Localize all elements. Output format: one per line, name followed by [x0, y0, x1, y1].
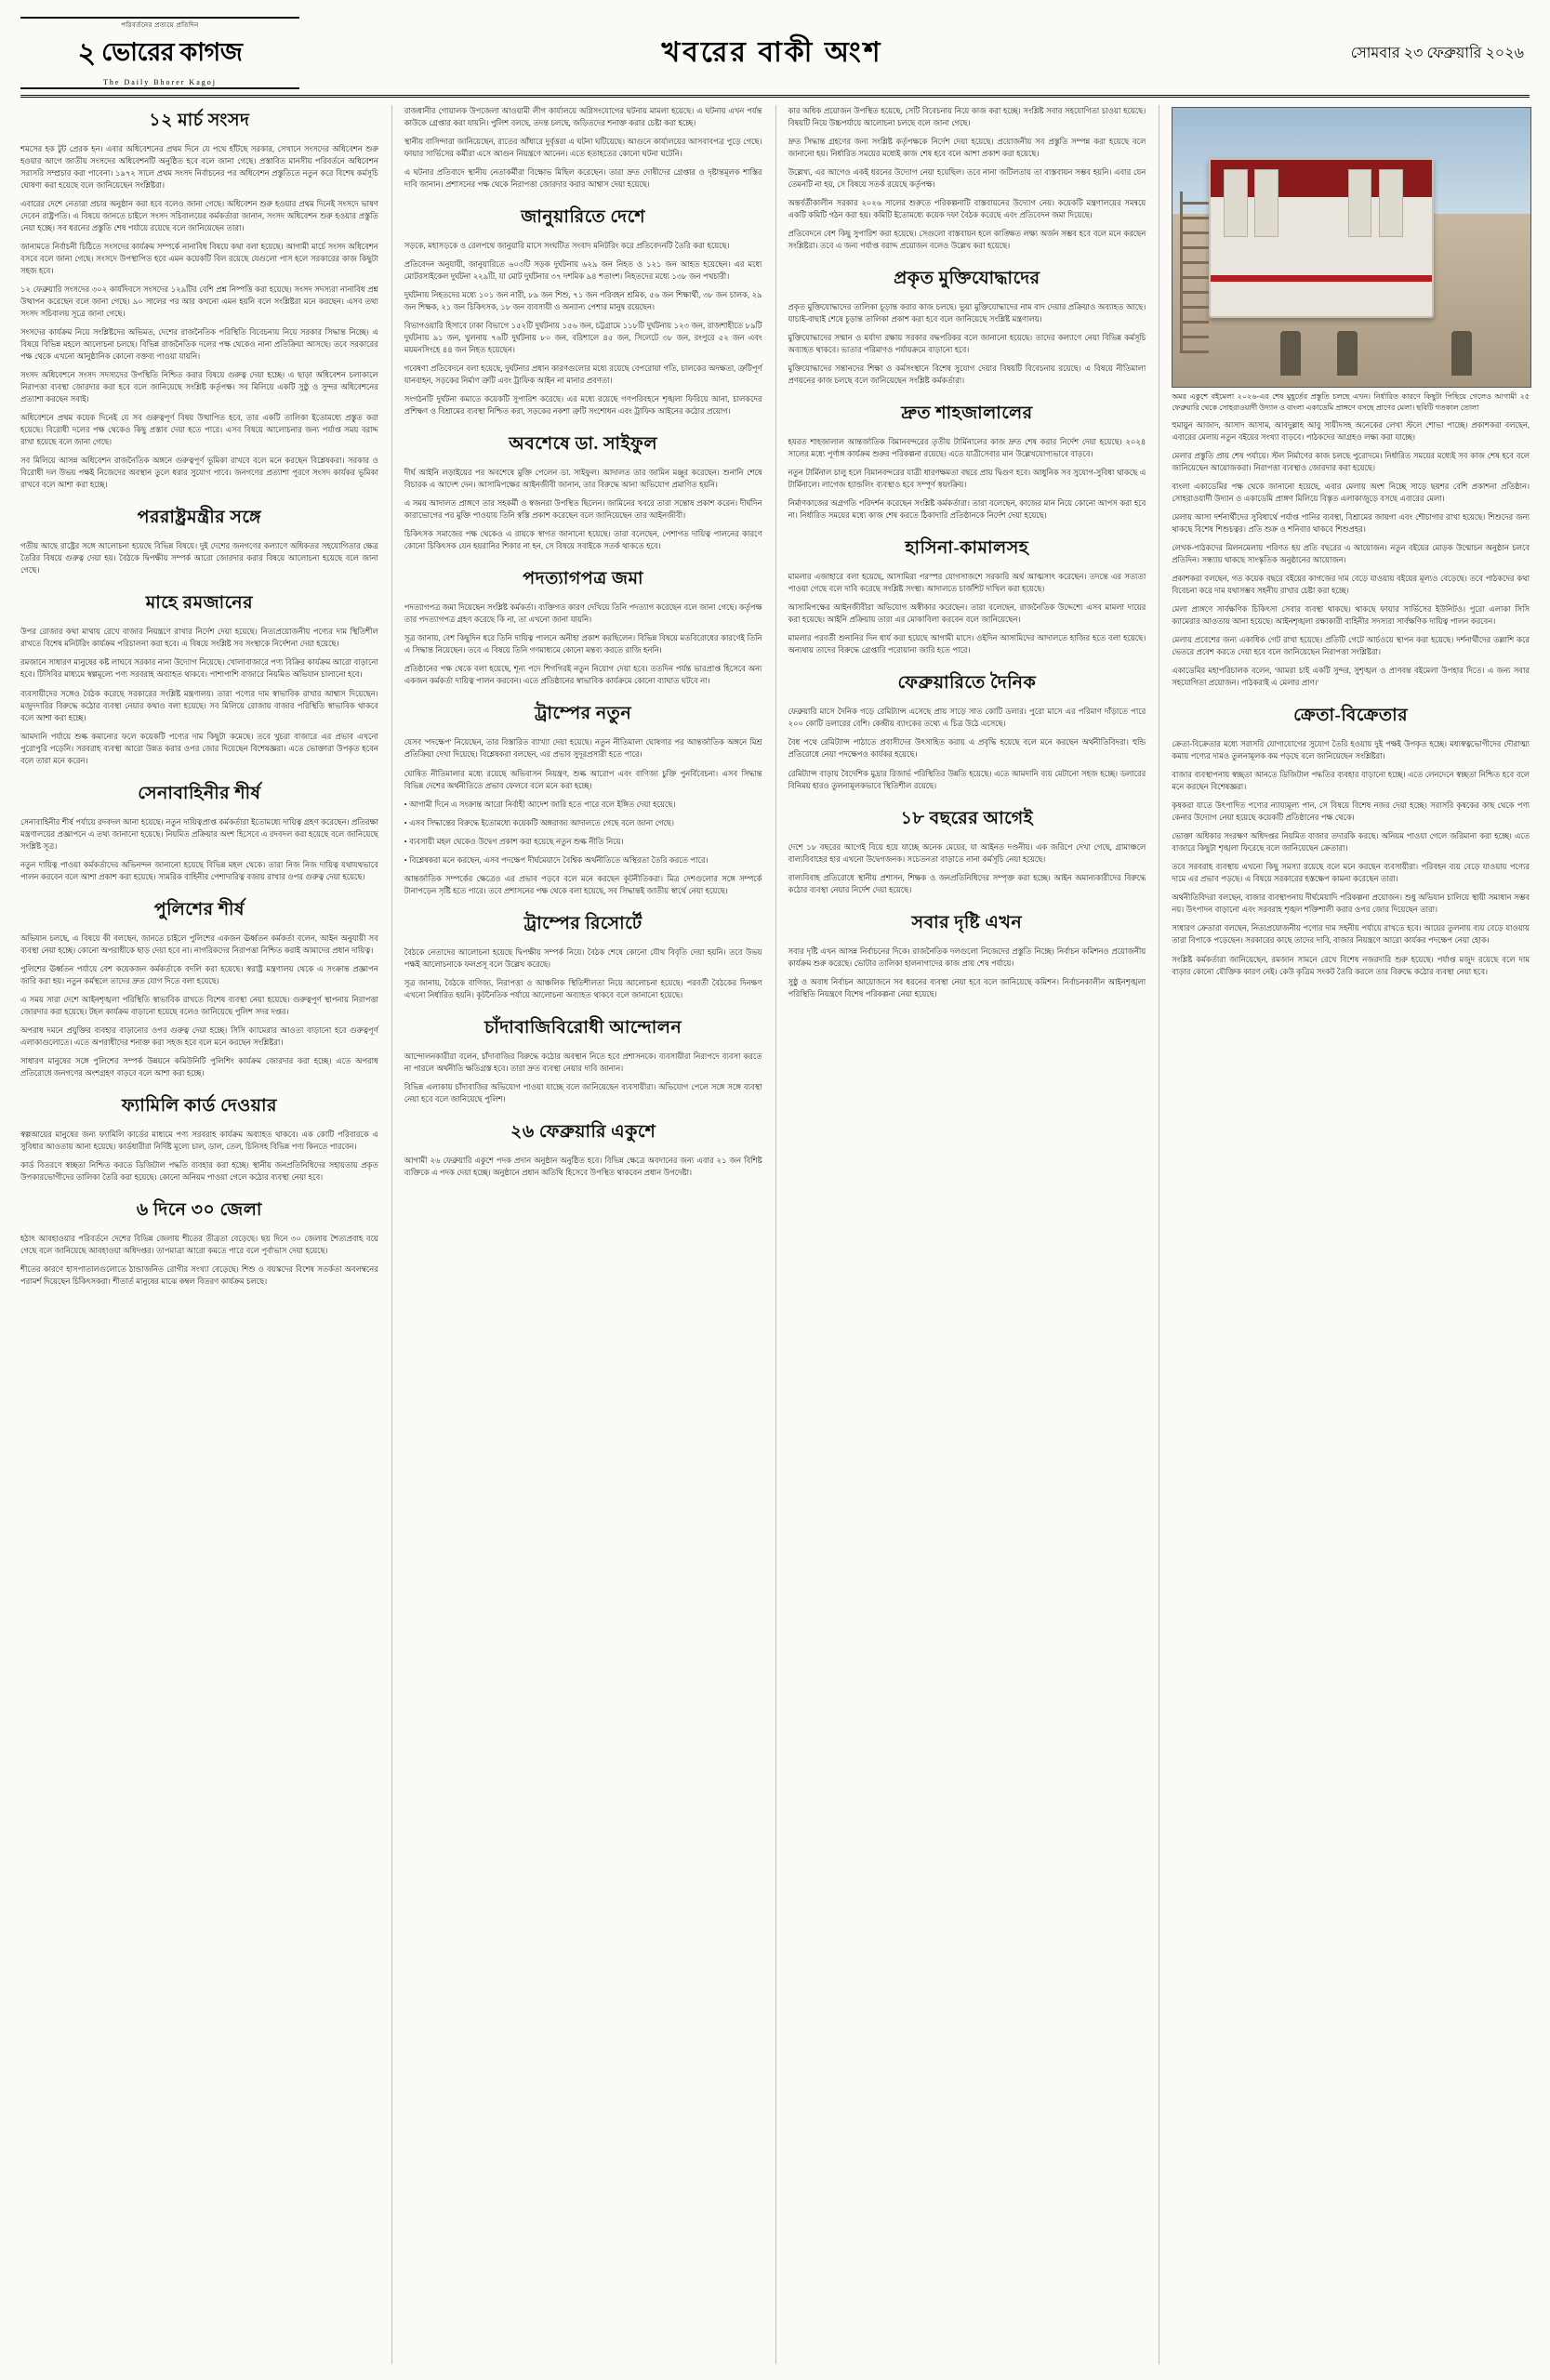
- article-headline[interactable]: ট্রাম্পের নতুন: [534, 704, 632, 724]
- column-4: [1159, 105, 1530, 2364]
- section-title: খবরের বাকী অংশ: [661, 36, 883, 68]
- article-paragraph: উল্লেখ্য, এর আগেও একই ধরনের উদ্যোগ নেয়া হয়েছিল। তবে নানা জটিলতায় তা বাস্তবায়ন সম্ভব হয়নি। এবার যেন তেমনটি না হয়, সে বিষয়ে সতর্ক রয়েছে কর্তৃপক্ষ।: [788, 168, 1146, 190]
- article-paragraph: এ ঘটনার প্রতিবাদে স্থানীয় নেতাকর্মীরা বিক্ষোভ মিছিল করেছেন। তারা দ্রুত দোষীদের গ্রেপ্তার ও দৃষ্টান্তমূলক শাস্তির দাবি জানান। প্রশাসনের পক্ষ থেকে নিরাপত্তা জোরদার করার আশ্বাস দেয়া হয়েছে।: [404, 168, 762, 190]
- article-paragraph: সংসদের কার্যক্রম নিয়ে সংশ্লিষ্টদের অভিমত, দেশের রাজনৈতিক পরিস্থিতি বিবেচনায় নিয়ে সরকার সিদ্ধান্ত নিচ্ছে। এ বিষয়ে বিভিন্ন মহলে আলোচনা চলছে। বিভিন্ন রাজনৈতিক দলের পক্ষ থেকেও নানা প্রতিক্রিয়া আসছে। তবে সরকারের পক্ষ থেকে এখনো আনুষ্ঠানিক কোনো বক্তব্য পাওয়া যায়নি।: [20, 328, 378, 362]
- section-title-wrap: [299, 30, 1245, 77]
- article-paragraph: কার্ড বিতরণে স্বচ্ছতা নিশ্চিত করতে ডিজিটাল পদ্ধতি ব্যবহার করা হচ্ছে। স্থানীয় জনপ্রতিনিধিদের সহায়তায় প্রকৃত উপকারভোগীদের তালিকা তৈরি করা হয়েছে। কোনো অনিয়ম পাওয়া গেলে কঠোর ব্যবস্থা নেয়া হবে।: [20, 1160, 378, 1182]
- article-paragraph: আগামী ২৬ ফেব্রুয়ারি একুশে পদক প্রদান অনুষ্ঠান অনুষ্ঠিত হবে। বিভিন্ন ক্ষেত্রে অবদানের জন্য এবার ২১ জন বিশিষ্ট ব্যক্তিকে এ পদক দেয়া হচ্ছে। অনুষ্ঠানে প্রধান অতিথি হিসেবে উপস্থিত থাকবেন প্রধান উপদেষ্টা।: [404, 1156, 762, 1177]
- article-paragraph: ঘোষিত নীতিমালার মধ্যে রয়েছে অভিবাসন নিয়ন্ত্রণ, শুল্ক আরোপ এবং বাণিজ্য চুক্তি পুনর্বিবেচনা। এসব সিদ্ধান্ত বিভিন্ন দেশের অর্থনীতিতে প্রভাব ফেলবে বলে মনে করা হচ্ছে।: [404, 769, 762, 790]
- article-paragraph: প্রকৃত মুক্তিযোদ্ধাদের তালিকা চূড়ান্ত করার কাজ চলছে। ভুয়া মুক্তিযোদ্ধাদের নাম বাদ দেয়ার প্রক্রিয়াও অব্যাহত আছে। যাচাই-বাছাই শেষে চূড়ান্ত তালিকা প্রকাশ করা হবে বলে জানিয়েছে সংশ্লিষ্ট মন্ত্রণালয়।: [788, 303, 1146, 324]
- article-paragraph: নতুন টার্মিনাল চালু হলে বিমানবন্দরের যাত্রী ধারণক্ষমতা বছরে প্রায় দ্বিগুণ হবে। আধুনিক সব সুযোগ-সুবিধা থাকছে এ টার্মিনালে। লাগেজ হ্যান্ডলিং ব্যবস্থাও হবে সম্পূর্ণ স্বয়ংক্রিয়।: [788, 469, 1146, 490]
- article-paragraph: আসামিপক্ষের আইনজীবীরা অভিযোগ অস্বীকার করেছেন। তারা বলেছেন, রাজনৈতিক উদ্দেশ্যে এসব মামলা দায়ের করা হয়েছে। আইনি প্রক্রিয়ায় তারা এর মোকাবিলা করবেন বলে জানিয়েছেন।: [788, 603, 1146, 625]
- article-paragraph: মুক্তিযোদ্ধাদের সন্তানদের শিক্ষা ও কর্মসংস্থানে বিশেষ সুযোগ দেয়ার বিষয়টি বিবেচনায় রয়েছে। এ বিষয়ে নীতিমালা প্রণয়নের কাজ চলছে বলে জানিয়েছেন সংশ্লিষ্ট কর্মকর্তারা।: [788, 364, 1146, 386]
- article-paragraph: আমদানি পর্যায়ে শুল্ক কমানোর ফলে কয়েকটি পণ্যের দাম কিছুটা কমেছে। তবে খুচরা বাজারে এর প্রভাব এখনো পুরোপুরি পড়েনি। সরবরাহ ব্যবস্থা আরো উন্নত করার ওপর জোর দিয়েছেন বিশেষজ্ঞরা। এতে ভোক্তারা উপকৃত হবেন বলে তারা মনে করেন।: [20, 732, 378, 765]
- photo-worker-1: [1280, 331, 1301, 376]
- article-headline[interactable]: চাঁদাবাজিবিরোধী আন্দোলন: [484, 1017, 682, 1038]
- masthead: [20, 17, 1530, 98]
- article-paragraph: গতীয় আছে রাষ্ট্রের সঙ্গে আলোচনা হয়েছে বিভিন্ন বিষয়ে। দুই দেশের জনগণের কল্যাণে অধিকতর সহযোগিতার ক্ষেত্র তৈরির বিষয়ে গুরুত্ব দেয়া হয়। বৈঠকে দ্বিপক্ষীয় সম্পর্ক আরো জোরদার করার বিষয়ে আলোচনা হয়েছে বলে জানা গেছে।: [20, 542, 378, 575]
- article-paragraph: ব্যবসায়ীদের সঙ্গেও বৈঠক করেছে সরকারের সংশ্লিষ্ট মন্ত্রণালয়। তারা পণ্যের দাম স্বাভাবিক রাখার আশ্বাস দিয়েছেন। মজুদদারির বিরুদ্ধে কঠোর ব্যবস্থা নেয়ার কথাও বলা হয়েছে। সব মিলিয়ে রোজায় বাজার পরিস্থিতি স্বাভাবিক থাকবে বলে আশা করা হচ্ছে।: [20, 689, 378, 722]
- article-paragraph: সংশ্লিষ্ট কর্মকর্তারা জানিয়েছেন, রমজান সামনে রেখে বিশেষ নজরদারি শুরু হয়েছে। পর্যাপ্ত মজুদ রয়েছে বলে দাম বাড়ার কোনো যৌক্তিক কারণ নেই। কেউ কৃত্রিম সংকট তৈরি করলে তার বিরুদ্ধে কঠোর ব্যবস্থা নেয়া হবে।: [1172, 955, 1530, 976]
- article-paragraph: দীর্ঘ আইনি লড়াইয়ের পর অবশেষে মুক্তি পেলেন ডা. সাইফুল। আদালত তার জামিন মঞ্জুর করেছেন। শুনানি শেষে বিচারক এ আদেশ দেন। আসামিপক্ষের আইনজীবী জানান, তার বিরুদ্ধে আনা অভিযোগ প্রমাণিত হয়নি।: [404, 469, 762, 490]
- article-columns: [20, 105, 1530, 2364]
- book-fair-stall-photo: [1172, 107, 1531, 388]
- article-paragraph: সংগঠনটি দুর্ঘটনা কমাতে কয়েকটি সুপারিশ করেছে। এর মধ্যে রয়েছে গণপরিবহনে শৃঙ্খলা ফিরিয়ে আনা, চালকদের প্রশিক্ষণ ও বিশ্রামের ব্যবস্থা নিশ্চিত করা, সড়কের নকশা ত্রুটি সংশোধন এবং ট্রাফিক আইনের কঠোর প্রয়োগ।: [404, 395, 762, 416]
- article-headline[interactable]: জানুয়ারিতে দেশে: [521, 207, 645, 228]
- article-headline[interactable]: সেনাবাহিনীর শীর্ষ: [138, 783, 261, 803]
- article-paragraph: জানামতে নির্বাচনী চিঠিতে সংসদের কার্যক্রম সম্পর্কে নানাবিধ বিষয়ে কথা বলা হয়েছে। আগামী মার্চে সংসদ অধিবেশন বসবে বলে জানা গেছে। সংসদে উপস্থাপিত হবে এমন কয়েকটি বিল রয়েছে যেগুলো পাস হলে সরকারের কাজ কিছুটা সহজ হবে।: [20, 243, 378, 276]
- article-paragraph: এ সময় সারা দেশে আইনশৃঙ্খলা পরিস্থিতি স্বাভাবিক রাখতে বিশেষ ব্যবস্থা নেয়া হয়েছে। গুরুত্বপূর্ণ স্থাপনায় নিরাপত্তা জোরদার করা হয়েছে। টহল কার্যক্রম বাড়ানো হয়েছে বলেও জানিয়েছে পুলিশ সদর দপ্তর।: [20, 995, 378, 1016]
- article-paragraph: সড়কে, মহাসড়কে ও রেলপথে জানুয়ারি মাসে সংঘটিত সংবাদ মনিটরিং করে প্রতিবেদনটি তৈরি করা হয়েছে।: [404, 242, 730, 251]
- article-paragraph: দ্রুত সিদ্ধান্ত গ্রহণের জন্য সংশ্লিষ্ট কর্তৃপক্ষকে নির্দেশ দেয়া হয়েছে। প্রয়োজনীয় সব প্রস্তুতি সম্পন্ন করা হয়েছে বলে জানানো হয়। নির্ধারিত সময়ের মধ্যেই কাজ শেষ হবে বলে আশা প্রকাশ করা হয়েছে।: [788, 138, 1146, 159]
- photo-block: [1172, 107, 1530, 414]
- article-paragraph: তবে সরবরাহ ব্যবস্থায় এখনো কিছু সমস্যা রয়েছে বলে মনে করছেন ব্যবসায়ীরা। পরিবহন ব্যয় বেড়ে যাওয়ায় পণ্যের দামে এর প্রভাব পড়ছে। এ বিষয়ে সরকারের হস্তক্ষেপ কামনা করেছেন তারা।: [1172, 863, 1530, 884]
- article-paragraph: • আগামী দিনে এ সংক্রান্ত আরো নির্বাহী আদেশ জারি হতে পারে বলে ইঙ্গিত দেয়া হয়েছে।: [404, 800, 676, 809]
- issue-date: সোমবার ২৩ ফেব্রুয়ারি ২০২৬: [1350, 45, 1524, 61]
- article-paragraph: রেমিট্যান্স বাড়ায় বৈদেশিক মুদ্রার রিজার্ভ পরিস্থিতির উন্নতি হয়েছে। এতে আমদানি ব্যয় মেটানো সহজ হচ্ছে। ডলারের বিনিময় হারও তুলনামূলকভাবে স্থিতিশীল রয়েছে।: [788, 769, 1146, 790]
- article-headline[interactable]: ক্রেতা-বিক্রেতার: [1293, 706, 1409, 726]
- article-paragraph: মেলায় প্রবেশের জন্য একাধিক গেট রাখা হয়েছে। প্রতিটি গেটে আর্চওয়ে স্থাপন করা হয়েছে। দর্শনার্থীদের তল্লাশি করে ভেতরে প্রবেশ করতে দেয়া হবে বলে জানিয়েছেন নিরাপত্তা সংশ্লিষ্টরা।: [1172, 636, 1530, 657]
- article-headline[interactable]: ২৬ ফেব্রুয়ারি একুশে: [510, 1121, 656, 1142]
- article-headline[interactable]: ফেব্রুয়ারিতে দৈনিক: [897, 673, 1037, 694]
- newspaper-logo: [20, 17, 299, 89]
- article-paragraph: হযরত শাহজালাল আন্তর্জাতিক বিমানবন্দরের তৃতীয় টার্মিনালের কাজ দ্রুত শেষ করার নির্দেশ দেয়া হয়েছে। ২০২৪ সালের মধ্যে পূর্ণাঙ্গ কার্যক্রম শুরুর পরিকল্পনা রয়েছে। এতে যাত্রীসেবার মান উল্লেখযোগ্যভাবে বাড়বে।: [788, 438, 1146, 459]
- article-headline[interactable]: অবশেষে ডা. সাইফুল: [509, 434, 657, 455]
- article-paragraph: বিভিন্ন এলাকায় চাঁদাবাজির অভিযোগ পাওয়া যাচ্ছে বলে জানিয়েছেন ব্যবসায়ীরা। অভিযোগ পেলে সঙ্গে সঙ্গে ব্যবস্থা নেয়া হবে বলে জানিয়েছে পুলিশ।: [404, 1082, 762, 1104]
- article-paragraph: দেশে ১৮ বছরের আগেই বিয়ে হয়ে যাচ্ছে অনেক মেয়ের, যা আইনত দণ্ডনীয়। এক জরিপে দেখা গেছে, গ্রামাঞ্চলে বাল্যবিবাহের হার এখনো উদ্বেগজনক। সচেতনতা বাড়াতে নানা কর্মসূচি নেয়া হয়েছে।: [788, 842, 1146, 864]
- article-headline[interactable]: দ্রুত শাহজালালের: [901, 403, 1033, 424]
- article-paragraph: • ব্যবসায়ী মহল থেকেও উদ্বেগ প্রকাশ করা হয়েছে নতুন শুল্ক নীতি নিয়ে।: [404, 837, 624, 846]
- article-paragraph: ভোক্তা অধিকার সংরক্ষণ অধিদপ্তর নিয়মিত বাজার তদারকি করছে। অনিয়ম পাওয়া গেলে জরিমানা করা হচ্ছে। এতে বাজারে কিছুটা শৃঙ্খলা ফিরেছে বলে জানিয়েছেন ক্রেতারা।: [1172, 832, 1530, 853]
- article-paragraph: শীতের কারণে হাসপাতালগুলোতে ঠান্ডাজনিত রোগীর সংখ্যা বেড়েছে। শিশু ও বয়স্কদের বিশেষ সতর্কতা অবলম্বনের পরামর্শ দিয়েছেন চিকিৎসকরা। শীতার্ত মানুষের মাঝে কম্বল বিতরণ কার্যক্রম চলছে।: [20, 1264, 378, 1286]
- article-paragraph: অধিবেশনে প্রথম কয়েক দিনেই যে সব গুরুত্বপূর্ণ বিষয় উত্থাপিত হবে, তার একটি তালিকা ইতোমধ্যে প্রস্তুত করা হয়েছে। বিরোধী দলের পক্ষ থেকেও কিছু প্রস্তাব দেয়া হতে পারে। এসব বিষয়ে আলোচনার জন্য পর্যাপ্ত সময় বরাদ্দ রাখা হয়েছে বলে জানা গেছে।: [20, 414, 378, 447]
- article-headline[interactable]: ১৮ বছরের আগেই: [900, 808, 1034, 828]
- article-paragraph: প্রতিবেদনে বেশ কিছু সুপারিশ করা হয়েছে। সেগুলো বাস্তবায়ন হলে কাঙ্ক্ষিত লক্ষ্য অর্জন সম্ভব হবে বলে মনে করছেন সংশ্লিষ্টরা। তবে এ জন্য পর্যাপ্ত বরাদ্দ প্রয়োজন বলেও উল্লেখ করা হয়েছে।: [788, 230, 1146, 251]
- article-headline[interactable]: হাসিনা-কামালসহ: [905, 538, 1029, 559]
- article-paragraph: মুক্তিযোদ্ধাদের সম্মান ও মর্যাদা রক্ষায় সরকার বদ্ধপরিকর বলে জানানো হয়েছে। তাদের কল্যাণে নেয়া বিভিন্ন কর্মসূচি অব্যাহত থাকবে। ভাতার পরিমাণও পর্যায়ক্রমে বাড়ানো হবে।: [788, 334, 1146, 355]
- column-3: [775, 105, 1146, 2364]
- article-headline[interactable]: প্রকৃত মুক্তিযোদ্ধাদের: [894, 269, 1040, 289]
- article-paragraph: বৈঠকে নেতাদের আলোচনা হয়েছে দ্বিপক্ষীয় সম্পর্ক নিয়ে। বৈঠক শেষে কোনো যৌথ বিবৃতি দেয়া হয়নি। তবে উভয় পক্ষই আলোচনাকে ফলপ্রসূ বলে উল্লেখ করেছে।: [404, 947, 762, 969]
- article-paragraph: রমজানে সাধারণ মানুষের কষ্ট লাঘবে সরকার নানা উদ্যোগ নিয়েছে। খোলাবাজারে পণ্য বিক্রির কার্যক্রম আরো বাড়ানো হবে। টিসিবির মাধ্যমে স্বল্পমূল্যে পণ্য সরবরাহ অব্যাহত থাকবে। পাশাপাশি বাজারে নিয়মিত অভিযান চালানো হবে।: [20, 658, 378, 680]
- photo-stall: [1209, 158, 1435, 318]
- article-headline[interactable]: ট্রাম্পের রিসোর্টে: [523, 913, 643, 933]
- article-paragraph: সুষ্ঠু ও অবাধ নির্বাচন আয়োজনে সব ধরনের ব্যবস্থা নেয়া হবে বলে জানিয়েছে কমিশন। নির্বাচনকালীন আইনশৃঙ্খলা পরিস্থিতি নিয়ন্ত্রণে বিশেষ পরিকল্পনা নেয়া হয়েছে।: [788, 977, 1146, 998]
- article-paragraph: বৈধ পথে রেমিট্যান্স পাঠাতে প্রবাসীদের উৎসাহিত করায় এ প্রবৃদ্ধি হয়েছে বলে মনে করছেন অর্থনীতিবিদরা। হুন্ডি প্রতিরোধে নেয়া পদক্ষেপও কার্যকর হয়েছে।: [788, 738, 1146, 760]
- logo-tagline: পরিবর্তনের প্রত্যয়ে প্রতিদিন: [121, 21, 199, 29]
- article-paragraph: প্রকাশকরা বলছেন, গত কয়েক বছরে বইয়ের কাগজের দাম বেড়ে যাওয়ায় বইয়ের মূল্যও বেড়েছে। তবে পাঠকদের কথা বিবেচনা করে দাম যথাসম্ভব সহনীয় রাখার চেষ্টা করা হচ্ছে।: [1172, 575, 1530, 596]
- article-paragraph: বিভাগওয়ারি হিসাবে ঢাকা বিভাগে ১৫২টি দুর্ঘটনায় ১৫৬ জন, চট্টগ্রামে ১১৮টি দুর্ঘটনায় ১২৩ জন, রাজশাহীতে ৮৯টি দুর্ঘটনায় ৯১ জন, খুলনায় ৭৬টি দুর্ঘটনায় ৮০ জন, বরিশালে ৪৫ জন, সিলেটে ৩৮ জন, রংপুরে ৫২ জন এবং ময়মনসিংহে ৪৪ জন নিহত হয়েছেন।: [404, 322, 762, 355]
- article-paragraph: সবার দৃষ্টি এখন আসন্ন নির্বাচনের দিকে। রাজনৈতিক দলগুলো নিজেদের প্রস্তুতি নিচ্ছে। নির্বাচন কমিশনও প্রয়োজনীয় কার্যক্রম শুরু করেছে। ভোটার তালিকা হালনাগাদের কাজ প্রায় শেষ পর্যায়ে।: [788, 946, 1146, 968]
- article-headline[interactable]: পুলিশের শীর্ষ: [153, 899, 245, 919]
- photo-banner-3: [1348, 169, 1372, 237]
- article-paragraph: শমসের হক টুট প্রেরক হন। এবার অধিবেশনের প্রথম দিনে যে পথে হাঁটছে সরকার, সেখানে সংসদের অধিবেশন শুরু হওয়ার আগে জাতীয় সংসদের অধিবেশনটি অনুষ্ঠিত হবে বলে জানা গেছে। প্রস্তাবিত মানসীয় পরিবর্তনে অধিবেশন সরাসরি সম্প্রচার করা পাবেনা। ১৯৭২ সালে প্রথম সংসদ নির্বাচনের পর অধিবেশন প্রস্তুতিতে নতুন করে বিশেষ কর্মসূচি ঘোষণা করা হয়েছে বলে জানিয়েছেন সংশ্লিষ্টরা।: [20, 145, 378, 191]
- article-paragraph: ক্রেতা-বিক্রেতার মধ্যে সরাসরি যোগাযোগের সুযোগ তৈরি হওয়ায় দুই পক্ষই উপকৃত হচ্ছে। মধ্যস্বত্বভোগীদের দৌরাত্ম্য কমায় পণ্যের দামও তুলনামূলক কম পড়ছে বলে জানিয়েছেন সংশ্লিষ্টরা।: [1172, 740, 1530, 761]
- photo-banner-4: [1379, 169, 1403, 237]
- article-paragraph: একাডেমির মহাপরিচালক বলেন, 'আমরা চাই একটি সুন্দর, সুশৃঙ্খল ও প্রাণবন্ত বইমেলা উপহার দিতে। এ জন্য সবার সহযোগিতা প্রয়োজন। পাঠকরাই এ মেলার প্রাণ।': [1172, 667, 1530, 688]
- article-paragraph: প্রতিষ্ঠানের পক্ষ থেকে বলা হয়েছে, শূন্য পদে শিগগিরই নতুন নিয়োগ দেয়া হবে। ততদিন পর্যন্ত ভারপ্রাপ্ত হিসেবে অন্য একজন কর্মকর্তা দায়িত্ব পালন করবেন। এতে প্রতিষ্ঠানের স্বাভাবিক কার্যক্রমে কোনো ব্যাঘাত ঘটবে না।: [404, 665, 762, 686]
- article-paragraph: উপর রোজার কথা মাথায় রেখে বাজার নিয়ন্ত্রণে রাখার নির্দেশ দেয়া হয়েছে। নিত্যপ্রয়োজনীয় পণ্যের দাম স্থিতিশীল রাখতে বিশেষ মনিটরিং কার্যক্রম পরিচালনা করা হবে। এ বিষয়ে সংশ্লিষ্ট সব সংস্থাকে নির্দেশনা দেয়া হয়েছে।: [20, 628, 378, 649]
- article-paragraph: যেসব 'পদক্ষেপ' নিয়েছেন, তার বিস্তারিত ব্যাখ্যা দেয়া হয়েছে। নতুন নীতিমালা ঘোষণার পর আন্তর্জাতিক অঙ্গনে মিশ্র প্রতিক্রিয়া দেখা দিয়েছে। বিশ্লেষকরা বলছেন, এর প্রভাব সুদূরপ্রসারী হতে পারে।: [404, 738, 762, 760]
- column-1: [20, 105, 378, 2364]
- article-paragraph: বাজার ব্যবস্থাপনায় স্বচ্ছতা আনতে ডিজিটাল পদ্ধতির ব্যবহার বাড়ানো হচ্ছে। এতে লেনদেনে স্বচ্ছতা নিশ্চিত হবে বলে মনে করছেন বিশেষজ্ঞরা।: [1172, 771, 1530, 792]
- article-paragraph: সূত্র জানায়, বেশ কিছুদিন ধরে তিনি দায়িত্ব পালনে অনীহা প্রকাশ করছিলেন। বিভিন্ন বিষয়ে মতবিরোধের কারণেই তিনি এ সিদ্ধান্ত নিয়েছেন। তবে এ বিষয়ে তিনি গণমাধ্যমে কোনো মন্তব্য করতে রাজি হননি।: [404, 634, 762, 655]
- article-paragraph: আন্তর্জাতিক সম্পর্কের ক্ষেত্রেও এর প্রভাব পড়বে বলে মনে করছেন কূটনীতিকরা। মিত্র দেশগুলোর সঙ্গে সম্পর্কে টানাপড়েন সৃষ্টি হতে পারে। তবে প্রশাসনের পক্ষ থেকে বলা হয়েছে, সব সিদ্ধান্তই জাতীয় স্বার্থে নেয়া হয়েছে।: [404, 874, 762, 895]
- article-paragraph: সব মিলিয়ে আসন্ন অধিবেশন রাজনৈতিক অঙ্গনে গুরুত্বপূর্ণ ভূমিকা রাখবে বলে মনে করছেন বিশ্লেষকরা। সরকার ও বিরোধী দল উভয় পক্ষই নিজেদের অবস্থান তুলে ধরার সুযোগ পাবে। জনগণের প্রত্যাশা পূরণে সংসদ কার্যকর ভূমিকা রাখবে বলে আশা করা হচ্ছে।: [20, 456, 378, 490]
- article-paragraph: চিকিৎসক সমাজের পক্ষ থেকেও এ রায়কে স্বাগত জানানো হয়েছে। তারা বলেছেন, পেশাগত দায়িত্ব পালনের কারণে কোনো চিকিৎসক যেন হয়রানির শিকার না হন, সে বিষয়ে সবাইকে সতর্ক থাকতে হবে।: [404, 530, 762, 551]
- article-paragraph: অপরাধ দমনে প্রযুক্তির ব্যবহার বাড়ানোর ওপর গুরুত্ব দেয়া হচ্ছে। সিসি ক্যামেরার আওতা বাড়ানো হবে গুরুত্বপূর্ণ এলাকাগুলোতে। এতে অপরাধীদের শনাক্ত করা সহজ হবে বলে মনে করছেন সংশ্লিষ্টরা।: [20, 1025, 378, 1047]
- article-paragraph: অর্থনীতিবিদরা বলছেন, বাজার ব্যবস্থাপনায় দীর্ঘমেয়াদি পরিকল্পনা প্রয়োজন। শুধু অভিযান চালিয়ে স্থায়ী সমাধান সম্ভব নয়। উৎপাদন বাড়ানো এবং সরবরাহ শৃঙ্খল শক্তিশালী করার ওপর জোর দিয়েছেন তারা।: [1172, 893, 1530, 915]
- photo-banner-1: [1224, 169, 1248, 237]
- article-paragraph: বাংলা একাডেমির পক্ষ থেকে জানানো হয়েছে, এবার মেলায় অংশ নিচ্ছে সাড়ে ছয়শর বেশি প্রকাশনা প্রতিষ্ঠান। সোহরাওয়ার্দী উদ্যান ও একাডেমি প্রাঙ্গণ মিলিয়ে বিস্তৃত এলাকাজুড়ে বসছে এবারের মেলা।: [1172, 483, 1530, 504]
- photo-worker-2: [1337, 331, 1358, 376]
- article-paragraph: লেখক-পাঠকদের মিলনমেলায় পরিণত হয় প্রতি বছরের এ আয়োজন। নতুন বইয়ের মোড়ক উন্মোচন অনুষ্ঠান চলবে প্রতিদিন। সন্ধ্যায় থাকছে সাংস্কৃতিক অনুষ্ঠানের আয়োজন।: [1172, 544, 1530, 565]
- photo-worker-3: [1451, 331, 1472, 376]
- column-2: [391, 105, 762, 2364]
- article-paragraph: এ সময় আদালত প্রাঙ্গণে তার সহকর্মী ও স্বজনরা উপস্থিত ছিলেন। জামিনের খবরে তারা সন্তোষ প্রকাশ করেন। দীর্ঘদিন কারাভোগের পর মুক্তি পাওয়ায় তিনি স্বস্তি প্রকাশ করেছেন বলে জানিয়েছেন তার আইনজীবী।: [404, 499, 762, 521]
- logo-subtitle: The Daily Bhorer Kagoj: [103, 78, 217, 86]
- article-paragraph: এবারের দেশে নেতারা প্রচার অনুষ্ঠান করা হবে বলেও জানা গেছে। অধিবেশন শুরু হওয়ার প্রথম দিনেই সংসদে ভাষণ দেবেন রাষ্ট্রপতি। এ বিষয়ে জানতে চাইলে সংসদ সচিবালয়ের কর্মকর্তারা জানান, সংসদ অধিবেশন শুরু হওয়ার প্রস্তুতি নেয়া হচ্ছে। সব ধরনের প্রস্তুতি শেষ পর্যায়ে রয়েছে বলে জানিয়েছেন তারা।: [20, 200, 378, 233]
- article-paragraph: ১২ ফেব্রুয়ারি সংসদের ৩০২ কার্যদিবসে সংসদের ১২৯টির বেশি প্রশ্ন নিষ্পত্তি করা হয়েছে। সংসদ সদস্যরা নানাবিধ প্রশ্ন উত্থাপন করেছেন বলে জানা গেছে। ৯০ সালের পর আর কখনো এমন হয়নি বলে সংশ্লিষ্টরা মনে করছেন। এসব তথ্য সংসদ সচিবালয় সূত্রে জানা গেছে।: [20, 285, 378, 319]
- article-paragraph: বাল্যবিবাহ প্রতিরোধে স্থানীয় প্রশাসন, শিক্ষক ও জনপ্রতিনিধিদের সম্পৃক্ত করা হচ্ছে। আইন অমান্যকারীদের বিরুদ্ধে কঠোর ব্যবস্থা নেয়ার নির্দেশ দেয়া হয়েছে।: [788, 873, 1146, 894]
- article-paragraph: নির্মাণকাজের অগ্রগতি পরিদর্শন করেছেন সংশ্লিষ্ট কর্মকর্তারা। তারা বলেছেন, কাজের মান নিয়ে কোনো আপস করা হবে না। নির্ধারিত সময়ের মধ্যে কাজ শেষ করতে ঠিকাদারি প্রতিষ্ঠানকে নির্দেশ দেয়া হয়েছে।: [788, 499, 1146, 521]
- article-headline[interactable]: ৬ দিনে ৩০ জেলা: [136, 1199, 262, 1220]
- article-paragraph: মামলার পরবর্তী শুনানির দিন ধার্য করা হয়েছে আগামী মাসে। ওইদিন আসামিদের আদালতে হাজির হতে বলা হয়েছে। অন্যথায় তাদের বিরুদ্ধে গ্রেপ্তারি পরোয়ানা জারি হতে পারে।: [788, 634, 1146, 655]
- article-paragraph: ফেব্রুয়ারি মাসে দৈনিক গড়ে রেমিট্যান্স এসেছে প্রায় সাড়ে সাত কোটি ডলার। পুরো মাসে এর পরিমাণ দাঁড়াতে পারে ২০০ কোটি ডলারের বেশি। কেন্দ্রীয় ব্যাংকের তথ্যে এ চিত্র উঠে এসেছে।: [788, 707, 1146, 729]
- article-paragraph: হুমায়ুন আজাদ, আসাদ আসাম, আবদুল্লাহ আবু সায়ীদসহ অনেকের লেখা স্টলে শোভা পাচ্ছে। প্রকাশকরা বলছেন, এবারের মেলায় নতুন বইয়ের সংখ্যা বাড়বে। পাঠকদের আগ্রহও লক্ষ্য করা যাচ্ছে।: [1172, 421, 1530, 443]
- article-headline[interactable]: ১২ মার্চ সংসদ: [149, 111, 250, 130]
- article-paragraph: সেনাবাহিনীর শীর্ষ পর্যায়ে রদবদল আনা হয়েছে। নতুন দায়িত্বপ্রাপ্ত কর্মকর্তারা ইতোমধ্যে দায়িত্ব গ্রহণ করেছেন। প্রতিরক্ষা মন্ত্রণালয়ের প্রজ্ঞাপনে এ তথ্য জানানো হয়েছে। নিয়মিত প্রক্রিয়ার অংশ হিসেবে এ রদবদল করা হয়েছে বলে জানিয়েছে সংশ্লিষ্ট সূত্র।: [20, 817, 378, 851]
- article-paragraph: পুলিশের ঊর্ধ্বতন পর্যায়ে বেশ কয়েকজন কর্মকর্তাকে বদলি করা হয়েছে। স্বরাষ্ট্র মন্ত্রণালয় থেকে এ সংক্রান্ত প্রজ্ঞাপন জারি করা হয়। নতুন কর্মস্থলে তাদের দ্রুত যোগ দিতে বলা হয়েছে।: [20, 964, 378, 985]
- article-paragraph: নতুন দায়িত্ব পাওয়া কর্মকর্তাদের অভিনন্দন জানানো হয়েছে বিভিন্ন মহল থেকে। তারা নিজ নিজ দায়িত্ব যথাযথভাবে পালন করবেন বলে আশা প্রকাশ করা হয়েছে। সামরিক বাহিনীর পেশাদারিত্ব বজায় রাখার ওপর গুরুত্ব দেয়া হয়েছে।: [20, 860, 378, 881]
- photo-scaffold: [1180, 192, 1209, 353]
- article-paragraph: রাজধানীর গোয়ালক উপজেলা আওয়ামী লীগ কার্যালয়ে অগ্নিসংযোগের ঘটনায় মামলা হয়েছে। এ ঘটনায় এখন পর্যন্ত কাউকে গ্রেপ্তার করা যায়নি। পুলিশ বলছে, তদন্ত চলছে, জড়িতদের শনাক্ত করার চেষ্টা করা হচ্ছে।: [404, 107, 762, 128]
- article-paragraph: প্রতিবেদন অনুযায়ী, জানুয়ারিতে ৬০৩টি সড়ক দুর্ঘটনায় ৬২৯ জন নিহত ও ১২১ জন আহত হয়েছেন। এর মধ্যে মোটরসাইকেল দুর্ঘটনা ২২৯টি, যা মোট দুর্ঘটনার ৩৭ দশমিক ৯৪ শতাংশ। নিহতদের মধ্যে ১৩৮ জন পথচারী।: [404, 260, 762, 282]
- article-paragraph: অন্তর্বর্তীকালীন সরকার ২০২৬ সালের শুরুতে পরিকল্পনাটি বাস্তবায়নের উদ্যোগ নেয়। কয়েকটি মন্ত্রণালয়ের সমন্বয়ে একটি কমিটি গঠন করা হয়। কমিটি ইতোমধ্যে কয়েক দফা বৈঠক করেছে এবং প্রতিবেদন জমা দিয়েছে।: [788, 199, 1146, 220]
- article-paragraph: গবেষণা প্রতিবেদনে বলা হয়েছে, দুর্ঘটনার প্রধান কারণগুলোর মধ্যে রয়েছে বেপরোয়া গতি, চালকের অদক্ষতা, ত্রুটিপূর্ণ যানবাহন, সড়কের নির্মাণ ত্রুটি এবং ট্রাফিক আইন না মানার প্রবণতা।: [404, 364, 762, 386]
- article-paragraph: মেলার প্রস্তুতি প্রায় শেষ পর্যায়ে। স্টল নির্মাণের কাজ চলছে পুরোদমে। নির্ধারিত সময়ের মধ্যেই সব কাজ শেষ হবে বলে জানিয়েছেন আয়োজকরা। নিরাপত্তা ব্যবস্থাও জোরদার করা হয়েছে।: [1172, 452, 1530, 473]
- article-paragraph: মামলার এজাহারে বলা হয়েছে, আসামিরা পরস্পর যোগসাজশে সরকারি অর্থ আত্মসাৎ করেছেন। তদন্তে এর সত্যতা পাওয়া গেছে বলে দাবি করেছে সংশ্লিষ্ট সংস্থা। আদালতে চার্জশিট দাখিল করা হয়েছে।: [788, 573, 1146, 594]
- article-headline[interactable]: পররাষ্ট্রমন্ত্রীর সঙ্গে: [137, 508, 262, 528]
- article-headline[interactable]: মাহে রমজানের: [145, 593, 254, 614]
- article-paragraph: সূত্র জানায়, বৈঠকে বাণিজ্য, নিরাপত্তা ও আঞ্চলিক স্থিতিশীলতা নিয়ে আলোচনা হয়েছে। পরবর্তী বৈঠকের দিনক্ষণ এখনো নির্ধারিত হয়নি। কূটনৈতিক পর্যায়ে আলোচনা অব্যাহত থাকবে বলে জানানো হয়েছে।: [404, 978, 762, 999]
- photo-banner-2: [1254, 169, 1278, 237]
- article-paragraph: দুর্ঘটনায় নিহতদের মধ্যে ১০১ জন নারী, ৮৯ জন শিশু, ৭১ জন পরিবহন শ্রমিক, ৫৬ জন শিক্ষার্থী, ৩৮ জন চালক, ২৯ জন শিক্ষক, ২১ জন চিকিৎসক, ১৮ জন ব্যবসায়ী ও অন্যান্য পেশার মানুষ রয়েছেন।: [404, 291, 762, 312]
- article-paragraph: স্বল্পআয়ের মানুষের জন্য ফ্যামিলি কার্ডের মাধ্যমে পণ্য সরবরাহ কার্যক্রম অব্যাহত থাকবে। এক কোটি পরিবারকে এ সুবিধার আওতায় আনা হয়েছে। কার্ডধারীরা নির্দিষ্ট মূল্যে চাল, ডাল, তেল, চিনিসহ বিভিন্ন পণ্য কিনতে পারবেন।: [20, 1130, 378, 1151]
- logo-title: ভোরের কাগজ: [101, 38, 243, 66]
- article-headline[interactable]: সবার দৃষ্টি এখন: [911, 912, 1023, 932]
- article-paragraph: মেলায় আসা দর্শনার্থীদের সুবিধার্থে পর্যাপ্ত পানির ব্যবস্থা, বিশ্রামের জায়গা এবং শৌচাগার রাখা হয়েছে। শিশুদের জন্য থাকছে বিশেষ শিশুচত্বর। প্রতি শুক্র ও শনিবার থাকবে শিশুপ্রহর।: [1172, 513, 1530, 535]
- article-paragraph: সাধারণ মানুষের সঙ্গে পুলিশের সম্পর্ক উন্নয়নে কমিউনিটি পুলিশিং কার্যক্রম জোরদার করা হচ্ছে। এতে অপরাধ প্রতিরোধে জনগণের অংশগ্রহণ বাড়বে বলে আশা করা হচ্ছে।: [20, 1056, 378, 1078]
- article-paragraph: • এসব সিদ্ধান্তের বিরুদ্ধে ইতোমধ্যে কয়েকটি অঙ্গরাজ্য আদালতে গেছে বলে জানা গেছে।: [404, 818, 674, 827]
- article-paragraph: হঠাৎ আবহাওয়ার পরিবর্তনে দেশের বিভিন্ন জেলায় শীতের তীব্রতা বেড়েছে। ছয় দিনে ৩০ জেলায় শৈত্যপ্রবাহ বয়ে গেছে বলে জানিয়েছে আবহাওয়া অধিদপ্তর। তাপমাত্রা আরো কমতে পারে বলে পূর্বাভাস দেয়া হয়েছে।: [20, 1234, 378, 1255]
- photo-caption: অমর একুশে বইমেলা ২০২৬-এর শেষ মুহূর্তের প্রস্তুতি চলছে এখন। নির্ধারিত কারণে কিছুটা পিছিয়ে গেলেও আগামী ২৫ ফেব্রুয়ারি থেকে সোহরাওয়ার্দী উদ্যান ও বাংলা একাডেমি প্রাঙ্গণে বসছে প্রাণের মেলা। ছবিটি গতকাল তোলা: [1172, 392, 1530, 412]
- article-paragraph: পদত্যাগপত্র জমা দিয়েছেন সংশ্লিষ্ট কর্মকর্তা। ব্যক্তিগত কারণ দেখিয়ে তিনি পদত্যাগ করেছেন বলে জানা গেছে। কর্তৃপক্ষ তার পদত্যাগপত্র গ্রহণ করেছে কি না, তা এখনো জানা যায়নি।: [404, 603, 762, 625]
- article-paragraph: অভিযান চলছে, এ বিষয়ে কী বলছেন, জানতে চাইলে পুলিশের একজন ঊর্ধ্বতন কর্মকর্তা বলেন, আইন অনুযায়ী সব ব্যবস্থা নেয়া হচ্ছে। কোনো অপরাধীকে ছাড় দেয়া হবে না। নাগরিকদের নিরাপত্তা নিশ্চিত করাই আমাদের প্রধান দায়িত্ব।: [20, 933, 378, 955]
- article-paragraph: স্থানীয় বাসিন্দারা জানিয়েছেন, রাতের আঁধারে দুর্বৃত্তরা এ ঘটনা ঘটিয়েছে। আগুনে কার্যালয়ের আসবাবপত্র পুড়ে গেছে। ফায়ার সার্ভিসের কর্মীরা এসে আগুন নিয়ন্ত্রণে আনেন। এতে হতাহতের কোনো ঘটনা ঘটেনি।: [404, 138, 762, 159]
- article-paragraph: কার অধিক প্রয়োজন উপস্থিত হয়েছে, সেটি বিবেচনায় নিয়ে কাজ করা হচ্ছে। সংশ্লিষ্ট সবার সহযোগিতা চাওয়া হয়েছে। বিষয়টি নিয়ে উচ্চপর্যায়ে আলোচনা চলছে বলে জানা গেছে।: [788, 107, 1146, 128]
- article-headline[interactable]: পদত্যাগপত্র জমা: [523, 569, 644, 589]
- photo-stall-stripe: [1211, 275, 1433, 282]
- article-paragraph: কৃষকরা যাতে উৎপাদিত পণ্যের ন্যায্যমূল্য পান, সে বিষয়ে বিশেষ নজর দেয়া হচ্ছে। সরাসরি কৃষকের কাছ থেকে পণ্য কেনার উদ্যোগ নেয়া হয়েছে কয়েকটি প্রতিষ্ঠানের পক্ষ থেকে।: [1172, 801, 1530, 823]
- article-paragraph: মেলা প্রাঙ্গণে সার্বক্ষণিক চিকিৎসা সেবার ব্যবস্থা থাকছে। থাকছে ফায়ার সার্ভিসের ইউনিটও। পুরো এলাকা সিসি ক্যামেরার আওতায় আনা হয়েছে। আইনশৃঙ্খলা রক্ষাকারী বাহিনীর সদস্যরা সার্বক্ষণিক দায়িত্ব পালন করবেন।: [1172, 605, 1530, 627]
- article-paragraph: • বিশ্লেষকরা মনে করছেন, এসব পদক্ষেপ দীর্ঘমেয়াদে বৈশ্বিক অর্থনীতিতে অস্থিরতা তৈরি করতে পারে।: [404, 855, 709, 865]
- article-headline[interactable]: ফ্যামিলি কার্ড দেওয়ার: [121, 1095, 277, 1116]
- page-number: ২: [77, 38, 97, 69]
- article-paragraph: সংসদ অধিবেশনে সংসদ সদস্যদের উপস্থিতি নিশ্চিত করার বিষয়ে গুরুত্ব দেয়া হচ্ছে। এ ছাড়া অধিবেশন চলাকালে নিরাপত্তা ব্যবস্থা জোরদার করা হবে বলে জানিয়েছে সংশ্লিষ্ট কর্তৃপক্ষ। সব মিলিয়ে একটি সুষ্ঠু ও সুন্দর অধিবেশনের প্রত্যাশা করছেন সবাই।: [20, 371, 378, 404]
- article-paragraph: আন্দোলনকারীরা বলেন, চাঁদাবাজির বিরুদ্ধে কঠোর অবস্থান নিতে হবে প্রশাসনকে। ব্যবসায়ীরা নিরাপদে ব্যবসা করতে না পারলে অর্থনীতি ক্ষতিগ্রস্ত হবে। তারা দ্রুত ব্যবস্থা নেয়ার দাবি জানান।: [404, 1051, 762, 1073]
- article-paragraph: সাধারণ ক্রেতারা বলছেন, নিত্যপ্রয়োজনীয় পণ্যের দাম সহনীয় পর্যায়ে রাখতে হবে। আয়ের তুলনায় ব্যয় বেড়ে যাওয়ায় তারা বিপাকে পড়েছেন। সরকারের কাছে তাদের দাবি, বাজার নিয়ন্ত্রণে আরো কার্যকর পদক্ষেপ নেয়া হোক।: [1172, 924, 1530, 945]
